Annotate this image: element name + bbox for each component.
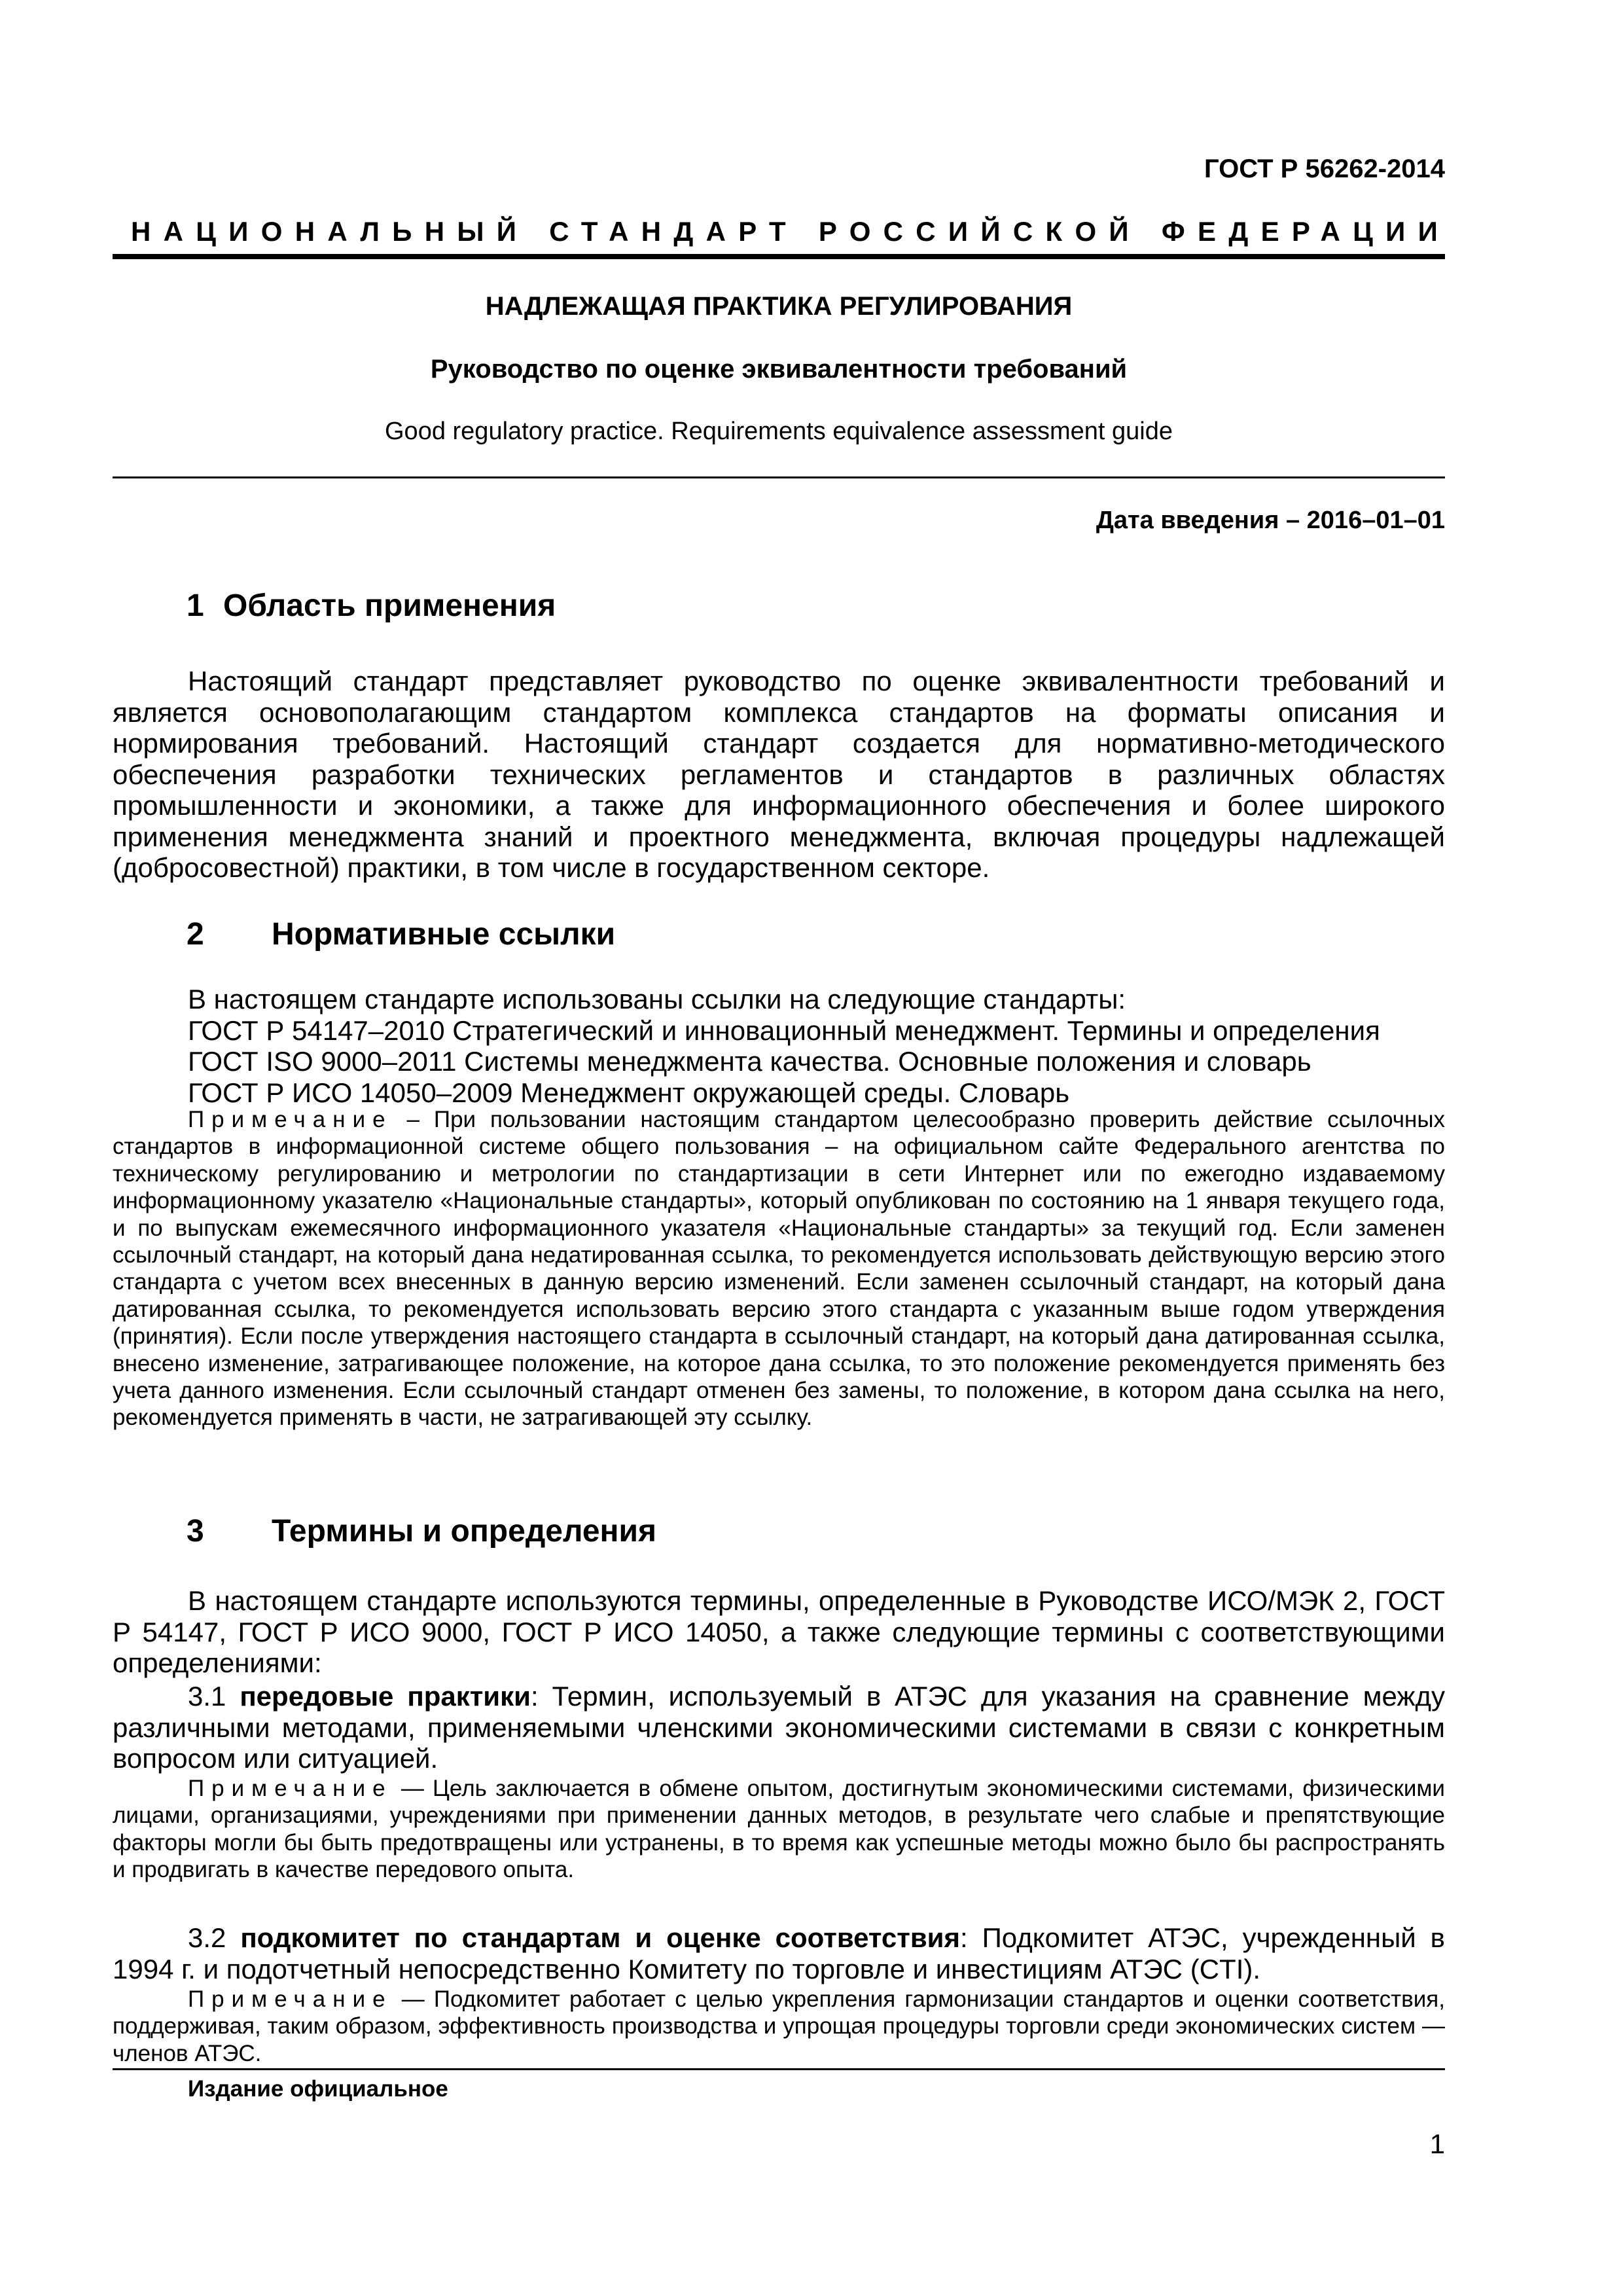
section-title: Область применения	[223, 588, 556, 623]
reference-item: ГОСТ Р 54147–2010 Стратегический и инновационный менеджмент. Термины и определения	[188, 1014, 1380, 1046]
reference-item: ГОСТ ISO 9000–2011 Системы менеджмента качества. Основные положения и словарь	[188, 1046, 1311, 1077]
note-label: Примечание	[188, 1986, 393, 2012]
section-title: Термины и определения	[272, 1514, 657, 1549]
header-rule	[113, 254, 1445, 259]
note-text: — Подкомитет работает с целью укрепления гармонизации стандартов и оценки соответствия, поддерживая, таким образом, эффективность производства и упрощая процедуры торговли среди экономических систем — членов АТЭС.	[113, 1986, 1445, 2066]
section-3-intro	[113, 1585, 1445, 1679]
term-definition: : Термин, используемый в АТЭС для указания на сравнение между различными методами, применяемыми членскими экономическими системами в связи с конкретным вопросом или ситуацией.	[113, 1681, 1446, 1774]
term-name: передовые практики	[240, 1681, 531, 1712]
section-1-text	[113, 666, 1445, 884]
paragraph: Настоящий стандарт представляет руководство по оценке эквивалентности требований и является основополагающим стандартом комплекса стандартов на форматы описания и нормирования требований. Настоящий стандарт создается для нормативно-методического обеспечения разработки технических регламентов и стандартов в различных областях промышленности и экономики, а также для информационного обеспечения и более широкого применения менеджмента знаний и проектного менеджмента, включая процедуры надлежащей (добросовестной) практики, в том числе в государственном секторе.	[113, 666, 1445, 883]
title-rule	[113, 476, 1445, 478]
page-number: 1	[1429, 2128, 1445, 2159]
document-code: ГОСТ Р 56262-2014	[1204, 154, 1445, 183]
term-note	[113, 1986, 1445, 2067]
section-2-note	[113, 1106, 1445, 1431]
reference-item: ГОСТ Р ИСО 14050–2009 Менеджмент окружающей среды. Словарь	[188, 1077, 1070, 1108]
note-label: Примечание	[188, 1776, 393, 1801]
section-1-heading	[187, 588, 556, 624]
term-note	[113, 1775, 1445, 1884]
term-number: 3.2	[188, 1922, 226, 1953]
standard-title: НАДЛЕЖАЩАЯ ПРАКТИКА РЕГУЛИРОВАНИЯ	[485, 292, 1073, 321]
normative-references	[113, 984, 1445, 1108]
official-edition-label: Издание официальное	[188, 2076, 448, 2102]
english-title: Good regulatory practice. Requirements equivalence assessment guide	[385, 418, 1173, 445]
national-standard-banner: НАЦИОНАЛЬНЫЙ СТАНДАРТ РОССИЙСКОЙ ФЕДЕРАЦИИ	[131, 216, 1451, 247]
section-title: Нормативные ссылки	[272, 917, 616, 952]
section-number: 3	[187, 1514, 204, 1549]
note-text: — Цель заключается в обмене опытом, достигнутым экономическими системами, физическими лицами, организациями, учреждениями при применении данных методов, в результате чего слабые и препятствующие факторы могли бы быть предотвращены или устранены, в то время как успешные методы можно было бы распространять и продвигать в качестве передового опыта.	[113, 1776, 1445, 1883]
section-2-heading	[187, 916, 615, 952]
standard-subtitle: Руководство по оценке эквивалентности требований	[430, 355, 1128, 384]
term-entry	[113, 1681, 1445, 1774]
note-label: Примечание	[188, 1107, 393, 1132]
paragraph: В настоящем стандарте используются термины, определенные в Руководстве ИСО/МЭК 2, ГОСТ Р 54147, ГОСТ Р ИСО 9000, ГОСТ Р ИСО 14050, а также следующие термины с соответствующими определениями:	[113, 1585, 1445, 1678]
section-number: 1	[187, 588, 204, 623]
term-number: 3.1	[188, 1681, 226, 1712]
footer-rule	[113, 2068, 1445, 2070]
note-text: – При пользовании настоящим стандартом целесообразно проверить действие ссылочных стандартов в информационной системе общего пользования – на официальном сайте Федерального агентства по техническому регулированию и метрологии по стандартизации в сети Интернет или по ежегодно издаваемому информационному указателю «Национальные стандарты», который опубликован по состоянию на 1 января текущего года, и по выпускам ежемесячного информационного указателя «Национальные стандарты» за текущий год. Если заменен ссылочный стандарт, на который дана недатированная ссылка, то рекомендуется использовать действующую версию этого стандарта с учетом всех внесенных в данную версию изменений. Если заменен ссылочный стандарт, на который дана датированная ссылка, то рекомендуется использовать версию этого стандарта с указанным выше годом утверждения (принятия). Если после утверждения настоящего стандарта в ссылочный стандарт, на который дана датированная ссылка, внесено изменение, затрагивающее положение, на которое дана ссылка, то это положение рекомендуется применять без учета данного изменения. Если ссылочный стандарт отменен без замены, то положение, в котором дана ссылка на него, рекомендуется применять в части, не затрагивающей эту ссылку.	[113, 1107, 1445, 1431]
section-number: 2	[187, 917, 204, 952]
term-name: подкомитет по стандартам и оценке соответствия	[240, 1922, 960, 1953]
references-intro: В настоящем стандарте использованы ссылки на следующие стандарты:	[188, 984, 1126, 1014]
term-entry	[113, 1922, 1445, 1984]
section-3-heading	[187, 1513, 656, 1549]
introduction-date: Дата введения – 2016–01–01	[1096, 507, 1445, 534]
term-definition: : Подкомитет АТЭС, учрежденный в 1994 г. и подотчетный непосредственно Комитету по торговле и инвестициям АТЭС (CTI).	[113, 1922, 1445, 1984]
